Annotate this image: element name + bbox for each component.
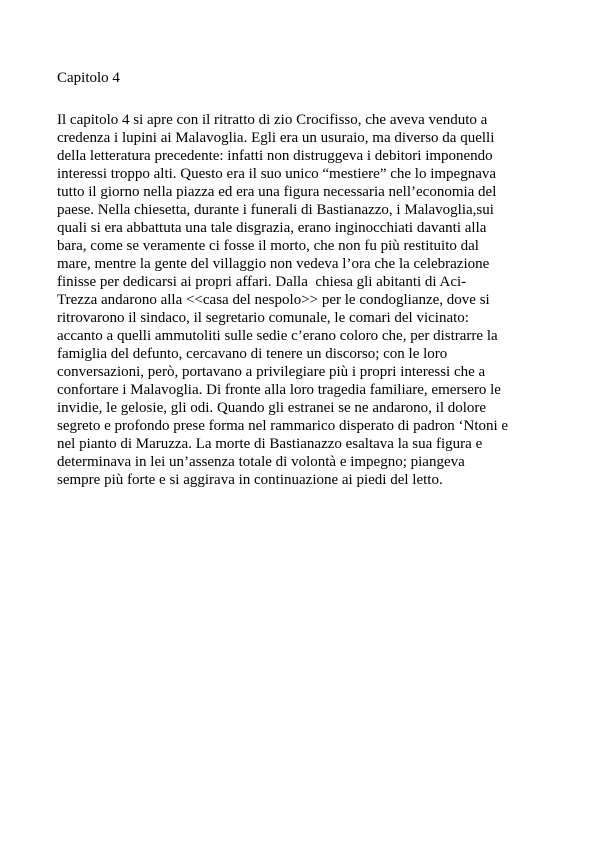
body-line: quali si era abbattuta una tale disgrazia, erano inginocchiati davanti alla: [57, 220, 487, 236]
body-line: sempre più forte e si aggirava in continuazione ai piedi del letto.: [57, 472, 443, 488]
body-line: credenza i lupini ai Malavoglia. Egli era un usuraio, ma diverso da quelli: [57, 130, 495, 146]
body-line: nel pianto di Maruzza. La morte di Bastianazzo esaltava la sua figura e: [57, 436, 483, 452]
body-line: tutto il giorno nella piazza ed era una figura necessaria nell’economia del: [57, 184, 497, 200]
body-line: conversazioni, però, portavano a privilegiare più i propri interessi che a: [57, 364, 486, 380]
body-line: Trezza andarono alla <<casa del nespolo>> per le condoglianze, dove si: [57, 292, 490, 308]
body-line: famiglia del defunto, cercavano di tenere un discorso; con le loro: [57, 346, 448, 362]
body-line: interessi troppo alti. Questo era il suo unico “mestiere” che lo impegnava: [57, 166, 497, 182]
body-line: mare, mentre la gente del villaggio non vedeva l’ora che la celebrazione: [57, 256, 490, 272]
body-line: ritrovarono il sindaco, il segretario comunale, le comari del vicinato:: [57, 310, 469, 326]
body-line: della letteratura precedente: infatti non distruggeva i debitori imponendo: [57, 148, 493, 164]
chapter-title: Capitolo 4: [57, 70, 120, 86]
body-line: segreto e profondo prese forma nel rammarico disperato di padron ‘Ntoni e: [57, 418, 509, 434]
chapter-body: [57, 111, 547, 489]
body-line: Il capitolo 4 si apre con il ritratto di zio Crocifisso, che aveva venduto a: [57, 112, 488, 128]
body-line: accanto a quelli ammutoliti sulle sedie c’erano coloro che, per distrarre la: [57, 328, 498, 344]
body-line: paese. Nella chiesetta, durante i funerali di Bastianazzo, i Malavoglia,sui: [57, 202, 494, 218]
body-line: determinava in lei un’assenza totale di volontà e impegno; piangeva: [57, 454, 465, 470]
body-line: finisse per dedicarsi ai propri affari. Dalla chiesa gli abitanti di Aci-: [57, 274, 467, 290]
body-line: confortare i Malavoglia. Di fronte alla loro tragedia familiare, emersero le: [57, 382, 501, 398]
body-line: invidie, le gelosie, gli odi. Quando gli estranei se ne andarono, il dolore: [57, 400, 487, 416]
body-line: bara, come se veramente ci fosse il morto, che non fu più restituito dal: [57, 238, 479, 254]
